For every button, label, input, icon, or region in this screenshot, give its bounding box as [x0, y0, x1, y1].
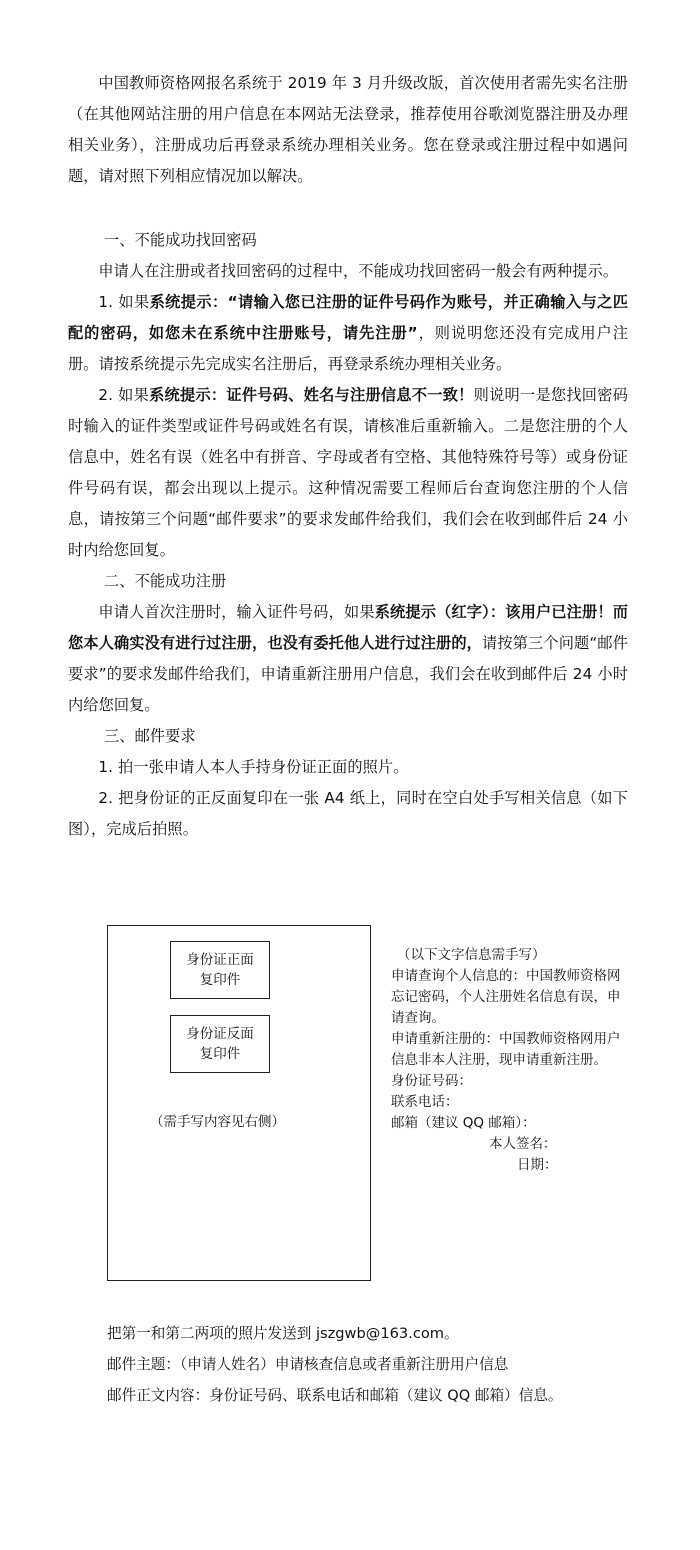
side-phone: 联系电话： [391, 1094, 459, 1110]
side-reregister: 申请重新注册的：中国教师资格网用户信息非本人注册，现申请重新注册。 [391, 1031, 621, 1068]
section1-heading: 一、不能成功找回密码 [104, 231, 257, 249]
id-front-copy-box: 身份证正面 复印件 [170, 941, 270, 999]
document-body [68, 68, 628, 845]
email-instructions [107, 1318, 627, 1411]
section1-lead: 申请人在注册或者找回密码的过程中，不能成功找回密码一般会有两种提示。 [98, 262, 619, 280]
side-query: 申请查询个人信息的：中国教师资格网忘记密码，个人注册姓名信息有误，申请查询。 [391, 968, 621, 1026]
side-email: 邮箱（建议 QQ 邮箱）： [391, 1115, 536, 1131]
side-header: （以下文字信息需手写） [397, 947, 546, 963]
system-prompt-text: 系统提示（红字）：该用户已注册！而您本人确实没有进行过注册，也没有委托他人进行过注册的， [68, 603, 628, 652]
section1-item1: 1. 如果系统提示：“请输入您已注册的证件号码作为账号，并正确输入与之匹配的密码，如您未在系统中注册账号，请先注册”，则说明您还没有完成用户注册。请按系统提示先完成实名注册后，再登录系统办理相关业务。 [68, 293, 628, 373]
id-back-copy-box: 身份证反面 复印件 [170, 1015, 270, 1073]
section1-item2: 2. 如果系统提示：证件号码、姓名与注册信息不一致！则说明一是您找回密码时输入的证件类型或证件号码或姓名有误，请核准后重新输入。二是您注册的个人信息中，姓名有误（姓名中有拼音、字母或者有空格、其他特殊符号等）或身份证件号码有误，都会出现以上提示。这种情况需要工程师后台查询您注册的个人信息，请按第三个问题“邮件要求”的要求发邮件给我们，我们会在收到邮件后 24 小时内给您回复。 [68, 386, 628, 559]
email-subject-line: 邮件主题：（申请人姓名）申请核查信息或者重新注册用户信息 [107, 1356, 509, 1373]
system-prompt-text: 系统提示：证件号码、姓名与注册信息不一致！ [149, 386, 474, 404]
section2-paragraph: 申请人首次注册时，输入证件号码，如果系统提示（红字）：该用户已注册！而您本人确实没有进行过注册，也没有委托他人进行过注册的，请按第三个问题“邮件要求”的要求发邮件给我们，申请重新注册用户信息，我们会在收到邮件后 24 小时内给您回复。 [68, 603, 629, 714]
section3-item1: 1. 拍一张申请人本人手持身份证正面的照片。 [98, 758, 409, 776]
a4-paper-frame [107, 925, 371, 1281]
intro-paragraph: 中国教师资格网报名系统于 2019 年 3 月升级改版，首次使用者需先实名注册（在其他网站注册的用户信息在本网站无法登录，推荐使用谷歌浏览器注册及办理相关业务），注册成功后再登录系统办理相关业务。您在登录或注册过程中如遇问题，请对照下列相应情况加以解决。 [68, 74, 628, 185]
side-id-number: 身份证号码： [391, 1073, 472, 1089]
send-to-line: 把第一和第二两项的照片发送到 jszgwb@163.com。 [107, 1325, 459, 1342]
system-prompt-text: 系统提示：“请输入您已注册的证件号码作为账号，并正确输入与之匹配的密码，如您未在系统中注册账号，请先注册” [68, 293, 628, 342]
side-date: 日期： [517, 1157, 558, 1173]
email-body-line: 邮件正文内容：身份证号码、联系电话和邮箱（建议 QQ 邮箱）信息。 [107, 1387, 563, 1404]
handwrite-note: （需手写内容见右侧） [150, 1114, 285, 1130]
side-signature: 本人签名： [489, 1136, 557, 1152]
section2-heading: 二、不能成功注册 [104, 572, 227, 590]
handwritten-info-list [391, 945, 621, 1176]
spacer [68, 192, 628, 225]
email-address-link[interactable]: jszgwb@163.com [315, 1325, 444, 1342]
section3-item2: 2. 把身份证的正反面复印在一张 A4 纸上，同时在空白处手写相关信息（如下图），完成后拍照。 [68, 789, 628, 838]
section3-heading: 三、邮件要求 [104, 727, 196, 745]
